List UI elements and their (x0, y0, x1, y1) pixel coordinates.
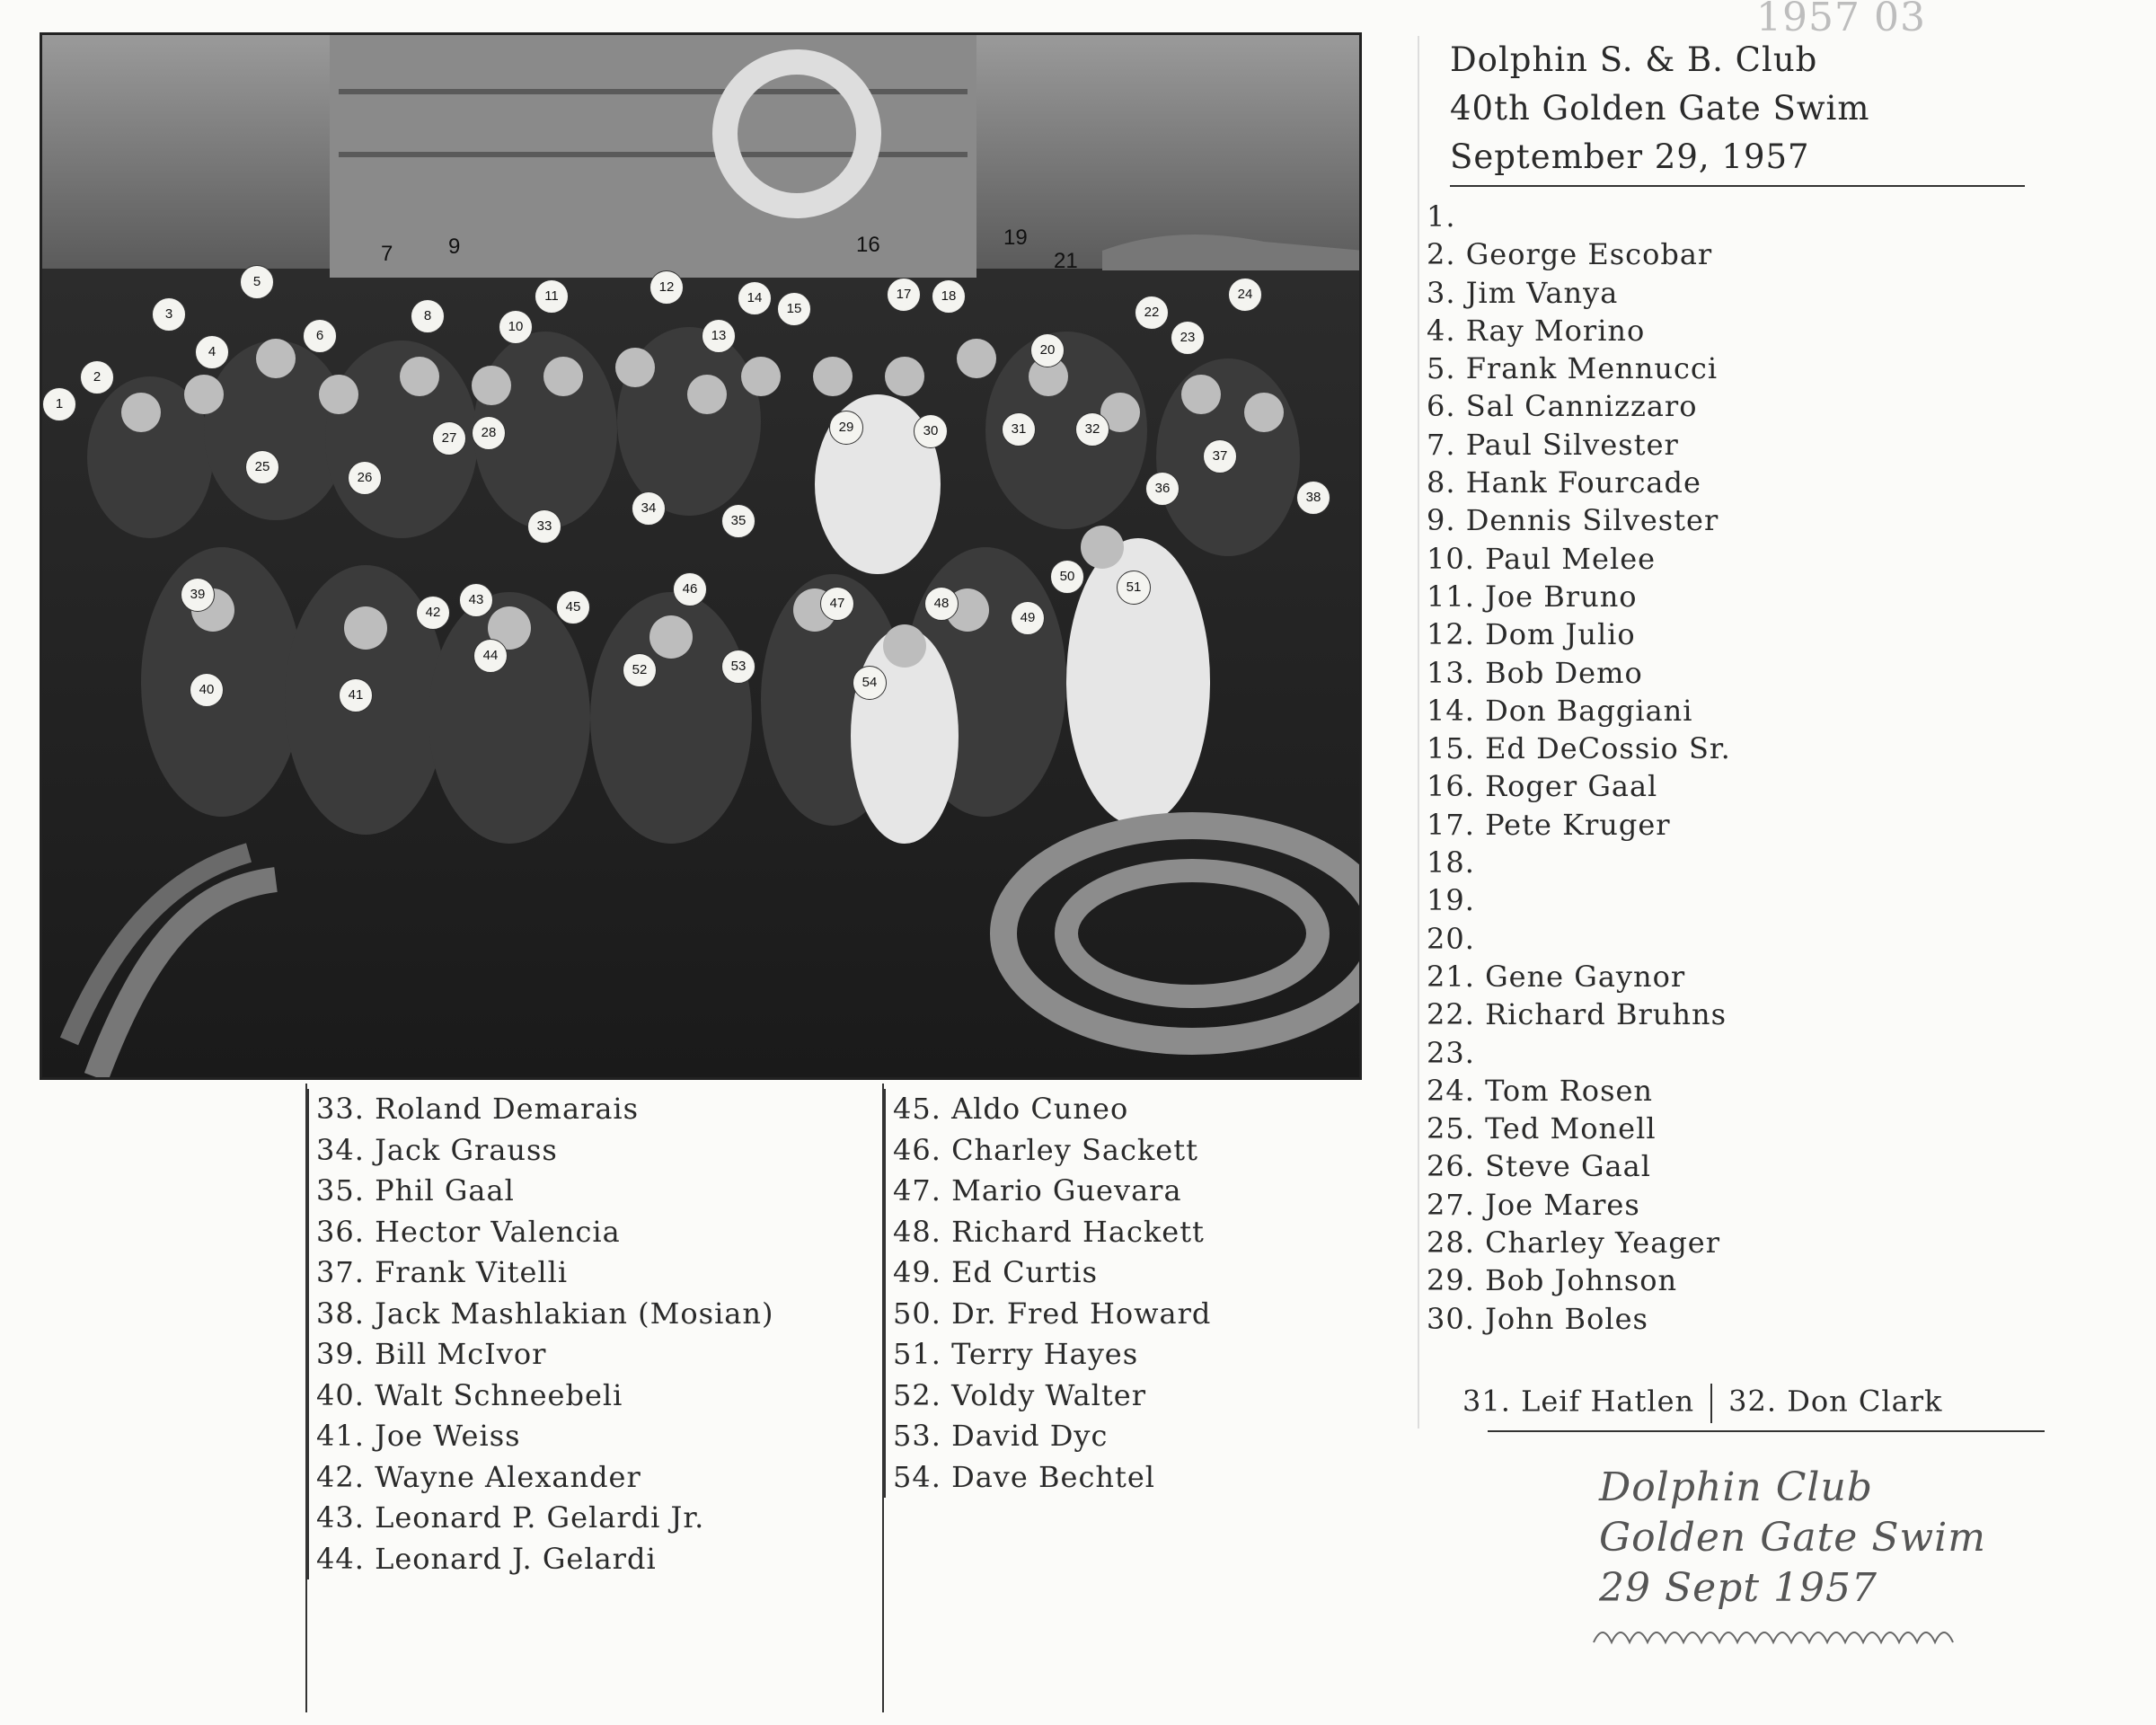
list-item: 26. Steve Gaal (1427, 1149, 1651, 1184)
handwritten-caption (1599, 1463, 2030, 1614)
list-item: 31. Leif Hatlen (1462, 1384, 1695, 1419)
list-item: 2. George Escobar (1427, 237, 1713, 272)
list-item: 48. Richard Hackett (893, 1214, 1205, 1249)
list-item: 51. Terry Hayes (893, 1337, 1139, 1371)
photo-badge-2: 2 (80, 360, 114, 394)
list-item: 44. Leonard J. Gelardi (316, 1541, 657, 1576)
list-item: 24. Tom Rosen (1427, 1073, 1654, 1108)
list-item: 6. Sal Cannizzaro (1427, 389, 1698, 424)
photo-badge-27: 27 (432, 421, 466, 456)
list-item: 46. Charley Sackett (893, 1132, 1198, 1167)
row-divider (1710, 1384, 1712, 1423)
list-item: 30. John Boles (1427, 1301, 1648, 1336)
photo-badge-4: 4 (195, 335, 229, 369)
photo-badge-52: 52 (623, 653, 657, 687)
list-item: 4. Ray Morino (1427, 313, 1646, 348)
list-item: 1. (1427, 199, 1456, 234)
photo-badge-46: 46 (673, 572, 707, 606)
list-item: 37. Frank Vitelli (316, 1255, 569, 1289)
list-item: 3. Jim Vanya (1427, 275, 1619, 310)
photo-badge-40: 40 (190, 673, 224, 707)
list-item: 19. (1427, 883, 1475, 918)
list-item: 42. Wayne Alexander (316, 1459, 641, 1494)
photo-badge-30: 30 (914, 414, 948, 448)
photo-badge-20: 20 (1030, 333, 1065, 367)
photo-badge-35: 35 (721, 504, 755, 538)
photo-badge-29: 29 (829, 411, 863, 445)
photo-badge-48: 48 (924, 587, 959, 621)
list-item: 38. Jack Mashlakian (Mosian) (316, 1296, 774, 1331)
photo-badge-6: 6 (303, 319, 337, 353)
caption-line: 29 Sept 1957 (1599, 1565, 1878, 1611)
roster-underline (1488, 1430, 2045, 1432)
photo-badge-14: 14 (738, 281, 772, 315)
list-item: 15. Ed DeCossio Sr. (1427, 731, 1731, 766)
list-item: 11. Joe Bruno (1427, 579, 1638, 614)
photo-badge-53: 53 (721, 650, 755, 684)
photo-badge-11: 11 (535, 279, 569, 314)
list-item: 14. Don Baggiani (1427, 693, 1693, 728)
photo-badge-8: 8 (411, 299, 445, 333)
list-item: 53. David Dyc (893, 1419, 1109, 1453)
list-item: 17. Pete Kruger (1427, 807, 1671, 842)
page-header (1450, 36, 2043, 187)
list-item: 33. Roland Demarais (316, 1092, 640, 1126)
header-date: September 29, 1957 (1450, 137, 1810, 176)
photo-badge-1: 1 (42, 387, 76, 421)
list-item: 49. Ed Curtis (893, 1255, 1098, 1289)
header-underline (1450, 185, 2025, 187)
photo-badge-23: 23 (1171, 321, 1205, 355)
column-divider (1418, 36, 1419, 1429)
photo-badge-36: 36 (1145, 472, 1180, 506)
photo-badge-45: 45 (556, 590, 590, 624)
photo-badge-33: 33 (527, 509, 561, 544)
photo-badge-41: 41 (339, 678, 373, 712)
scribble-mark (1590, 1615, 1985, 1651)
caption-line: Dolphin Club (1599, 1464, 1873, 1510)
photo-badge-28: 28 (472, 416, 506, 450)
photo-badge-10: 10 (499, 310, 533, 344)
photo-badge-54: 54 (853, 666, 887, 700)
list-item: 5. Frank Mennucci (1427, 351, 1719, 386)
list-item: 21. Gene Gaynor (1427, 959, 1686, 994)
list-item: 43. Leonard P. Gelardi Jr. (316, 1500, 705, 1535)
list-item: 45. Aldo Cuneo (893, 1092, 1129, 1126)
header-event: 40th Golden Gate Swim (1450, 89, 1870, 128)
photo-badge-18: 18 (932, 279, 966, 314)
list-item: 47. Mario Guevara (893, 1173, 1182, 1208)
photo-badge-39: 39 (181, 578, 215, 612)
list-item: 39. Bill McIvor (316, 1337, 547, 1371)
photo-badge-50: 50 (1050, 560, 1084, 594)
list-item: 20. (1427, 921, 1475, 956)
roster-list-bottom-center (884, 1089, 1333, 1498)
photo-badge-5: 5 (240, 265, 274, 299)
list-item: 10. Paul Melee (1427, 541, 1657, 576)
photo-badge-13: 13 (702, 319, 736, 353)
list-item: 32. Don Clark (1728, 1384, 1943, 1419)
photo-badge-17: 17 (887, 278, 921, 312)
list-item: 8. Hank Fourcade (1427, 465, 1701, 500)
list-item: 25. Ted Monell (1427, 1111, 1657, 1146)
photo-label-16: 16 (856, 233, 880, 257)
list-item: 23. (1427, 1035, 1475, 1070)
list-item: 13. Bob Demo (1427, 655, 1643, 690)
list-item: 54. Dave Bechtel (893, 1459, 1155, 1494)
photo-badge-37: 37 (1203, 439, 1237, 473)
list-item: 12. Dom Julio (1427, 617, 1636, 652)
list-item: 35. Phil Gaal (316, 1173, 515, 1208)
list-item: 9. Dennis Silvester (1427, 503, 1719, 538)
photo-badge-26: 26 (348, 461, 382, 495)
roster-list-bottom-left (307, 1089, 879, 1579)
photo-badge-24: 24 (1228, 278, 1262, 312)
list-item: 29. Bob Johnson (1427, 1263, 1678, 1298)
header-club: Dolphin S. & B. Club (1450, 40, 1818, 79)
list-item: 18. (1427, 845, 1475, 880)
photo-badge-15: 15 (777, 292, 811, 326)
photo-badge-34: 34 (632, 491, 666, 526)
photo-badge-44: 44 (473, 639, 508, 673)
photo-badge-32: 32 (1075, 412, 1109, 447)
group-photo (40, 32, 1362, 1080)
photo-badge-22: 22 (1135, 296, 1169, 330)
photo-badge-51: 51 (1117, 571, 1151, 605)
list-item: 34. Jack Grauss (316, 1132, 558, 1167)
list-item: 16. Roger Gaal (1427, 769, 1658, 804)
photo-badge-49: 49 (1011, 601, 1045, 635)
photo-badge-31: 31 (1002, 412, 1036, 447)
archive-stamp: 1957 03 (1756, 0, 1926, 40)
photo-badge-43: 43 (459, 583, 493, 617)
roster-last-row (1462, 1384, 2073, 1423)
list-item: 7. Paul Silvester (1427, 427, 1679, 462)
photo-badge-3: 3 (152, 297, 186, 332)
photo-badge-12: 12 (649, 270, 684, 305)
photo-badge-42: 42 (416, 596, 450, 630)
list-item: 22. Richard Bruhns (1427, 997, 1727, 1032)
photo-label-9: 9 (448, 234, 461, 259)
list-item: 36. Hector Valencia (316, 1214, 621, 1249)
photo-label-7: 7 (381, 242, 393, 266)
list-item: 40. Walt Schneebeli (316, 1377, 623, 1412)
caption-line: Golden Gate Swim (1599, 1515, 1986, 1561)
photo-label-19: 19 (1003, 226, 1028, 250)
roster-list-right (1427, 198, 2109, 1338)
photo-label-21: 21 (1054, 249, 1078, 273)
list-item: 52. Voldy Walter (893, 1377, 1146, 1412)
list-item: 28. Charley Yeager (1427, 1225, 1721, 1261)
photo-badge-47: 47 (820, 587, 854, 621)
list-item: 41. Joe Weiss (316, 1419, 521, 1453)
photo-illustration (42, 35, 1362, 1080)
photo-badge-38: 38 (1296, 481, 1330, 515)
list-item: 50. Dr. Fred Howard (893, 1296, 1212, 1331)
photo-badge-25: 25 (245, 450, 279, 484)
list-item: 27. Joe Mares (1427, 1187, 1640, 1222)
